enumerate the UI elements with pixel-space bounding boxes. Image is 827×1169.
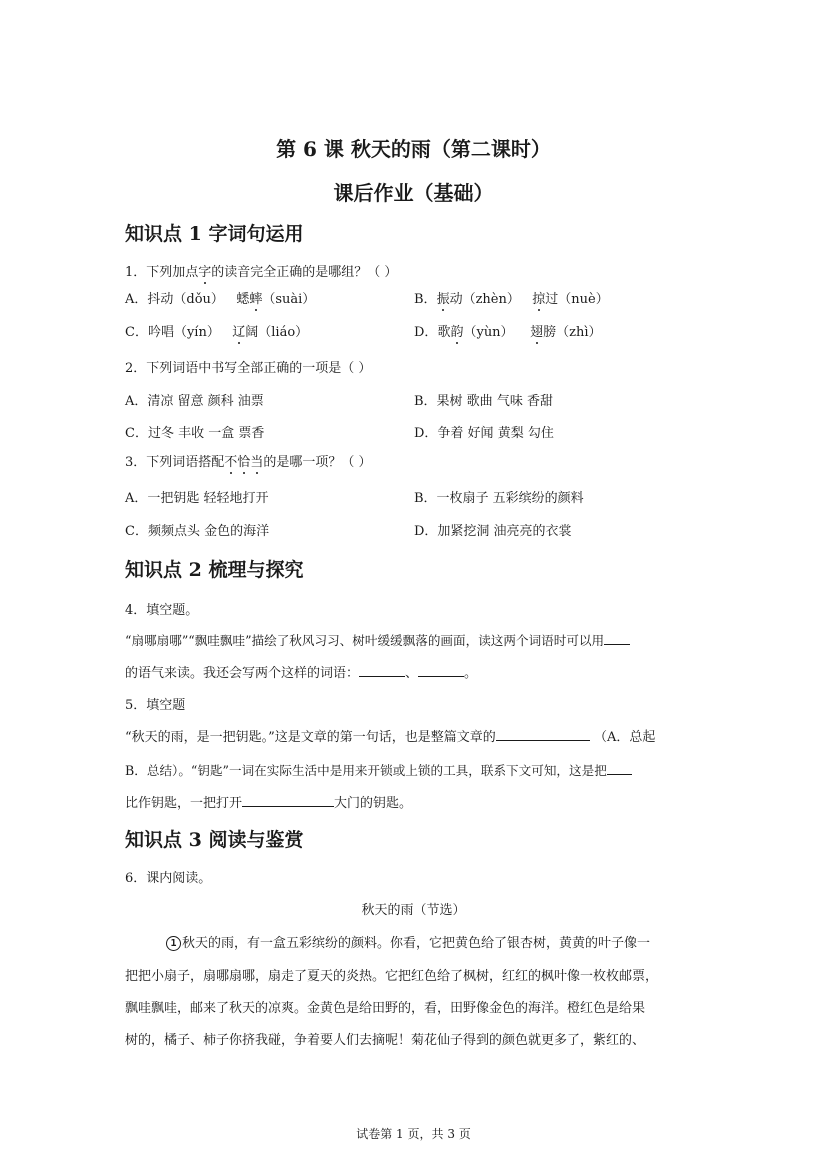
option-label: C．	[125, 325, 148, 340]
page-subtitle: 课后作业（基础）	[333, 181, 494, 205]
line-text: 的语气来读。我还会写两个这样的词语：	[125, 666, 360, 681]
section-heading-3: 知识点 3 阅读与鉴赏	[125, 829, 304, 851]
answer-blank[interactable]	[496, 727, 590, 741]
page-title: 第 6 课 秋天的雨（第二课时）	[276, 137, 551, 161]
page-footer: 试卷第 1 页，共 3 页	[356, 1127, 471, 1141]
question-4-stem: 4．填空题。	[125, 603, 199, 618]
stem-text: 的读音完全正确的是哪组？（ ）	[211, 265, 398, 280]
section-heading-2: 知识点 2 梳理与探究	[125, 559, 304, 581]
question-5-line-1	[125, 726, 655, 745]
question-3-option-a: A．一把钥匙 轻轻地打开	[125, 491, 269, 506]
option-word: 吟唱（yín）	[147, 325, 220, 340]
dotted-char: 蟀	[249, 288, 262, 307]
dotted-char: 掠	[532, 288, 545, 307]
answer-blank[interactable]	[359, 663, 405, 677]
dotted-char: 辽	[232, 321, 245, 340]
option-label: A．	[125, 292, 148, 307]
question-5-stem: 5．填空题	[125, 698, 186, 713]
line-text: “秋天的雨，是一把钥匙。”这是文章的第一句话，也是整篇文章的	[125, 730, 496, 745]
stem-text: 1．下列加点	[125, 265, 199, 280]
question-2-stem: 2．下列词语中书写全部正确的一项是（ ）	[125, 361, 372, 376]
passage-line-4: 树的，橘子、柿子你挤我碰，争着要人们去摘呢！菊花仙子得到的颜色就更多了，紫红的、	[125, 1033, 646, 1048]
line-text: （A．总起	[593, 730, 656, 745]
option-pinyin: （zhì）	[556, 325, 602, 340]
question-4-line-2	[125, 662, 477, 681]
dotted-char: 翅	[530, 321, 543, 340]
answer-blank[interactable]	[607, 761, 632, 775]
passage-line-2: 把把小扇子，扇哪扇哪，扇走了夏天的炎热。它把红色给了枫树，红红的枫叶像一枚枚邮票，	[125, 969, 659, 984]
option-word: 歌	[437, 325, 451, 340]
passage-text: 秋天的雨，有一盒五彩缤纷的颜料。你看，它把黄色给了银杏树，黄黄的叶子像一	[182, 936, 651, 951]
question-3-option-b: B．一枚扇子 五彩缤纷的颜料	[414, 491, 584, 506]
line-text: 比作钥匙，一把打开	[125, 796, 243, 811]
question-4-line-1	[125, 630, 630, 649]
line-text: 。	[464, 666, 478, 681]
option-word: 动（zhèn）	[449, 292, 520, 307]
line-text: 大门的钥匙。	[334, 796, 413, 811]
answer-blank[interactable]	[242, 793, 334, 807]
option-pinyin: （suài）	[262, 292, 316, 307]
dotted-char: 字	[198, 261, 211, 280]
option-label: B．	[414, 292, 437, 307]
option-word: 阔（liáo）	[245, 325, 309, 340]
question-1-stem	[125, 261, 397, 280]
option-word: 蟋	[236, 292, 250, 307]
question-2-option-a: A．清凉 留意 颜科 油票	[125, 394, 264, 409]
question-1-option-b	[414, 288, 609, 307]
question-2-option-c: C．过冬 丰收 一盒 票香	[125, 426, 265, 441]
dotted-char: 恰	[237, 451, 250, 470]
option-word: 膀	[543, 325, 557, 340]
section-heading-1: 知识点 1 字词句运用	[125, 223, 304, 245]
question-2-option-b: B．果树 歌曲 气味 香甜	[414, 394, 553, 409]
passage-line-1	[166, 932, 650, 951]
question-5-line-3	[125, 792, 412, 811]
dotted-char: 当	[250, 451, 263, 470]
question-1-option-d	[414, 321, 602, 340]
paragraph-number: 1	[166, 936, 181, 951]
dotted-char: 不	[224, 451, 237, 470]
option-label: D．	[414, 325, 438, 340]
answer-blank[interactable]	[604, 631, 630, 645]
question-5-line-2	[125, 760, 632, 779]
dotted-char: 韵	[450, 321, 463, 340]
answer-blank[interactable]	[418, 663, 464, 677]
question-3-option-d: D．加紧挖洞 油亮亮的衣裳	[414, 524, 572, 539]
passage-title: 秋天的雨（节选）	[361, 903, 466, 918]
line-text: 、	[405, 666, 419, 681]
line-text: B．总结）。“钥匙”一词在实际生活中是用来开锁或上锁的工具，联系下文可知，这是把	[125, 763, 607, 778]
question-1-option-a	[125, 288, 315, 307]
question-2-option-d: D．争着 好闻 黄梨 勾住	[414, 426, 554, 441]
option-pinyin: （yùn）	[463, 325, 514, 340]
stem-text: 的是哪一项？（ ）	[263, 455, 372, 470]
question-3-stem	[125, 451, 371, 470]
option-word: 过（nuè）	[545, 292, 609, 307]
stem-text: 3．下列词语搭配	[125, 455, 225, 470]
line-text: “扇哪扇哪”“飘哇飘哇”描绘了秋风习习、树叶缓缓飘落的画面，读这两个词语时可以用	[125, 633, 605, 648]
passage-line-3: 飘哇飘哇，邮来了秋天的凉爽。金黄色是给田野的，看，田野像金色的海洋。橙红色是给果	[125, 1001, 646, 1016]
question-1-option-c	[125, 321, 308, 340]
dotted-char: 振	[437, 288, 450, 307]
question-6-stem: 6．课内阅读。	[125, 871, 212, 886]
question-3-option-c: C．频频点头 金色的海洋	[125, 524, 270, 539]
option-word: 抖动（dǒu）	[147, 292, 224, 307]
